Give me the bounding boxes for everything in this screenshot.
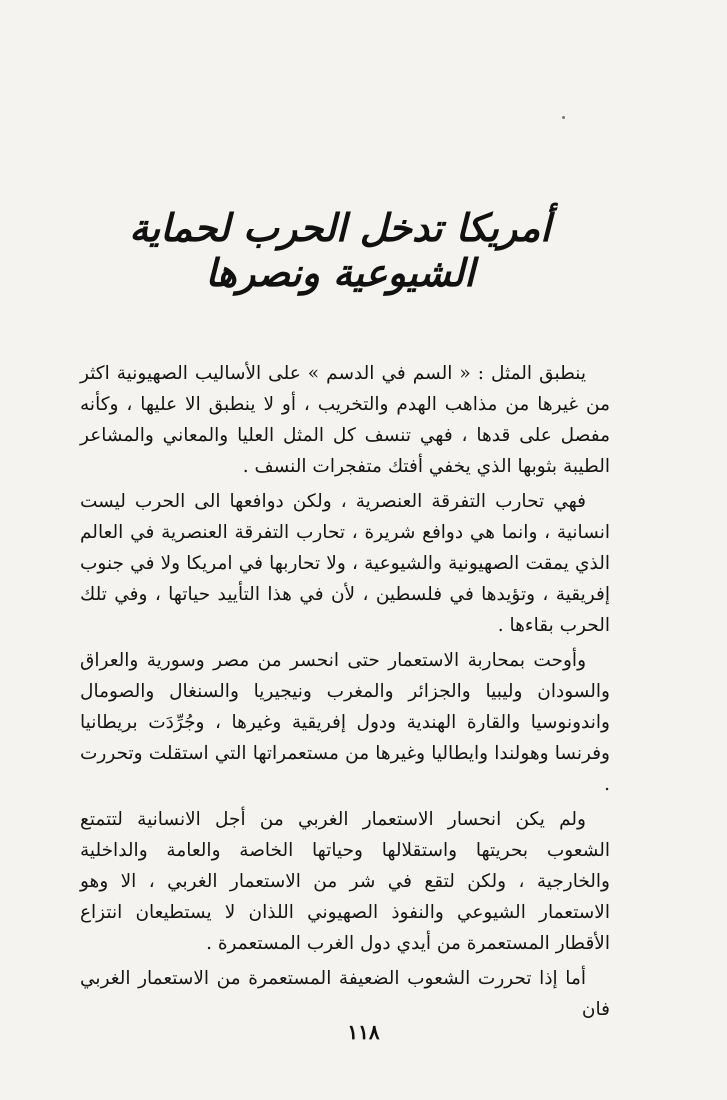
page-number: ١١٨: [347, 1020, 380, 1044]
scan-speck: [562, 116, 565, 119]
paragraph-2: فهي تحارب التفرقة العنصرية ، ولكن دوافعها الى الحرب ليست انسانية ، وانما هي دوافع شريرة ، تحارب التفرقة العنصرية في العالم الذي يمقت الصهيونية والشيوعية ، ولا تحاربها في امريكا ولا في جنوب إفريقية ، وتؤيدها في فلسطين ، لأن في هذا التأييد حياتها ، وفي تلك الحرب بقاءها .: [80, 491, 610, 636]
paragraph-1: ينطبق المثل : « السم في الدسم » على الأساليب الصهيونية اكثر من غيرها من مذاهب الهدم والتخريب ، أو لا ينطبق الا عليها ، وكأنه مفصل على قدها ، فهي تنسف كل المثل العليا والمعاني والمشاعر الطيبة بثوبها الذي يخفي أفتك متفجرات النسف .: [80, 363, 610, 477]
body-text: [80, 358, 610, 1029]
chapter-title: أمريكا تدخل الحرب لحماية الشيوعية ونصرها: [129, 205, 551, 295]
paragraph-5: أما إذا تحررت الشعوب الضعيفة المستعمرة من الاستعمار الغربي فان: [80, 968, 610, 1020]
paragraph-3: وأوحت بمحاربة الاستعمار حتى انحسر من مصر وسورية والعراق والسودان وليبيا والجزائر والمغرب ونيجيريا والسنغال والصومال واندونوسيا والقارة الهندية ودول إفريقية وغيرها ، وجُرِّدَت بريطانيا وفرنسا وهولندا وايطاليا وغيرها من مستعمراتها التي استقلت وتحررت .: [80, 650, 610, 795]
paragraph-4: ولم يكن انحسار الاستعمار الغربي من أجل الانسانية لتتمتع الشعوب بحريتها واستقلالها وحياتها الخاصة والعامة والداخلية والخارجية ، ولكن لتقع في شر من الاستعمار الغربي ، الا وهو الاستعمار الشيوعي والنفوذ الصهيوني اللذان لا يستطيعان انتزاع الأقطار المستعمرة من أيدي دول الغرب المستعمرة .: [80, 809, 610, 954]
